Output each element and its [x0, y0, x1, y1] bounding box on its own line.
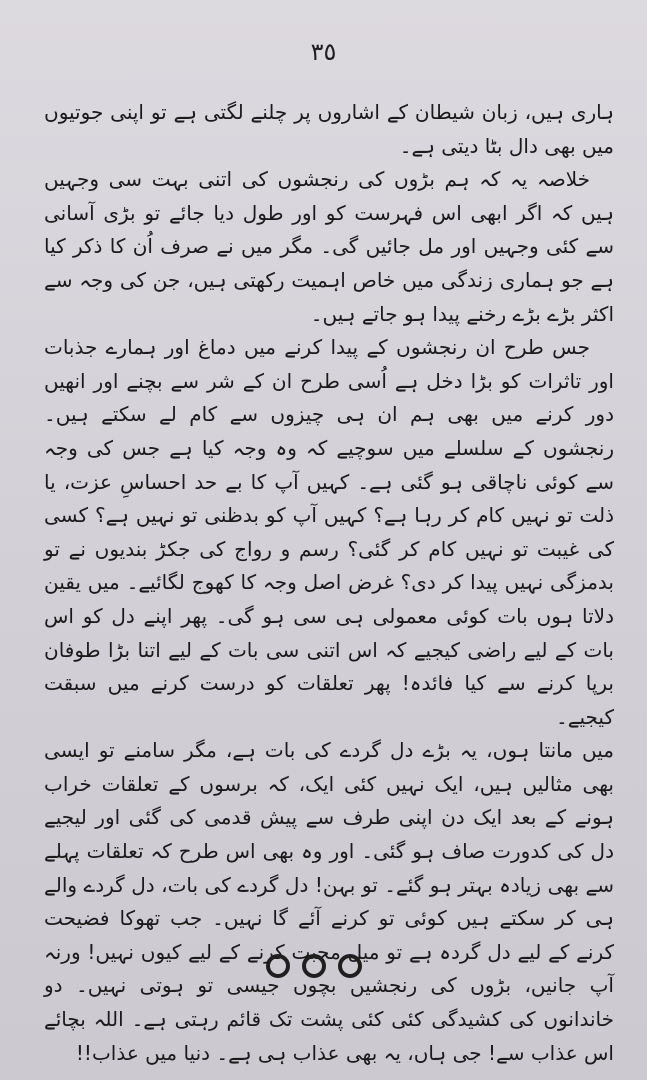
- paragraph-1: ہاری ہیں، زبان شیطان کے اشاروں پر چلنے لگتی ہے تو اپنی جوتیوں میں بھی دال بٹا دیتی ہے۔: [44, 100, 614, 158]
- three-rings-ornament-icon: [266, 952, 362, 980]
- paragraph-3: جس طرح ان رنجشوں کے پیدا کرنے میں دماغ اور ہمارے جذبات اور تاثرات کو بڑا دخل ہے اُسی طرح ان کے شر سے بچنے اور انھیں دور کرنے میں بھی ہم ان ہی چیزوں سے کام لے سکتے ہیں۔ رنجشوں کے سلسلے میں سوچیے کہ وہ وجہ کیا ہے جس کی وجہ سے کوئی ناچاقی ہو گئی ہے۔ کہیں آپ کا بے حد احساسِ عزت، یا ذلت تو نہیں کام کر رہا ہے؟ کہیں آپ کو بدظنی تو نہیں ہے؟ کسی کی غیبت تو نہیں کام کر گئی؟ رسم و رواج کی جکڑ بندیوں نے تو بدمزگی نہیں پیدا کر دی؟ غرض اصل وجہ کا کھوج لگائیے۔ میں یقین دلاتا ہوں بات کوئی معمولی ہی سی ہو گی۔ پھر اپنے دل کو اس بات کے لیے راضی کیجیے کہ اس اتنی سی بات کے لیے اتنا بڑا طوفان برپا کرنے سے کیا فائدہ! پھر تعلقات کو درست کرنے میں سبقت کیجیے۔: [44, 335, 614, 729]
- page-body: [44, 96, 614, 1070]
- paragraph-4: میں مانتا ہوں، یہ بڑے دل گردے کی بات ہے، مگر سامنے تو ایسی بھی مثالیں ہیں، ایک نہیں کئی ایک، کہ برسوں کے تعلقات خراب ہونے کے بعد ایک دن اپنی طرف سے پیش قدمی کی گئی اور لیجیے دل کی کدورت صاف ہو گئی۔ اور وہ بھی اس طرح کہ تعلقات پہلے سے بھی زیادہ بہتر ہو گئے۔ تو بہن! دل گردے کی بات، دل گردے والے ہی کر سکتے ہیں کوئی تو کرنے آئے گا نہیں۔ جب تھوکا فضیحت کرنے کے لیے دل گردہ ہے تو میل محبت کرنے کے لیے کیوں نہیں! ورنہ آپ جانیں، بڑوں کی رنجشیں بچوں جیسی تو ہوتی نہیں۔ دو خاندانوں کی کشیدگی کئی کئی پشت تک قائم رہتی ہے۔ اللہ بچائے اس عذاب سے! جی ہاں، یہ بھی عذاب ہی ہے۔ دنیا میں عذاب!!: [44, 738, 614, 1065]
- ring-icon: [302, 954, 326, 978]
- paragraph-2: خلاصہ یہ کہ ہم بڑوں کی رنجشوں کی اتنی بہت سی وجہیں ہیں کہ اگر ابھی اس فہرست کو اور طول دیا جائے تو بڑی آسانی سے کئی وجہیں اور مل جائیں گی۔ مگر میں نے صرف اُن کا ذکر کیا ہے جو ہماری زندگی میں خاص اہمیت رکھتی ہیں، جن کی وجہ سے اکثر بڑے بڑے رخنے پیدا ہو جاتے ہیں۔: [44, 167, 614, 326]
- ring-icon: [266, 954, 290, 978]
- ring-icon: [338, 954, 362, 978]
- page-number: ٣٥: [310, 38, 337, 66]
